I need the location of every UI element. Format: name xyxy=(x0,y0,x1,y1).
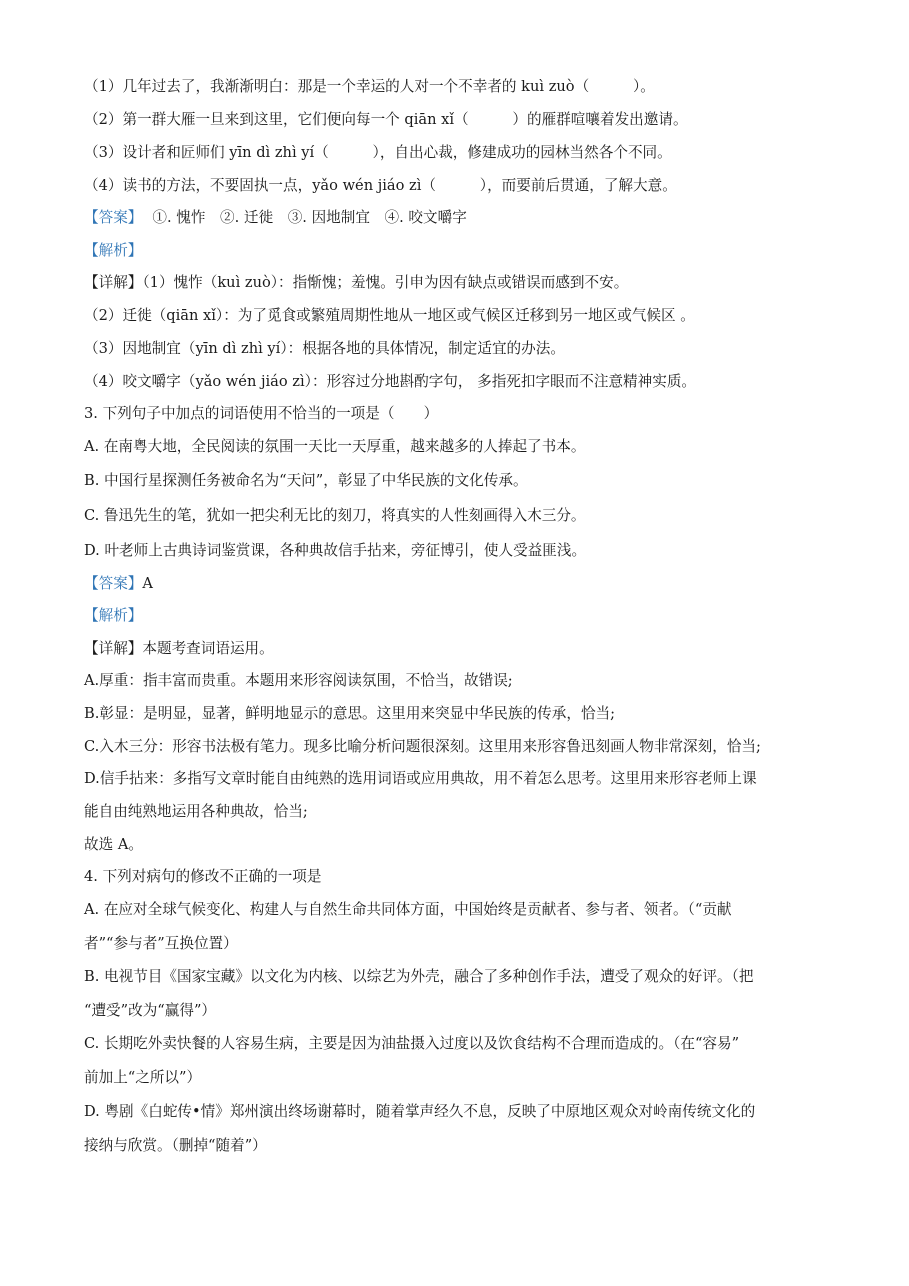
q2-detail-3: （3）因地制宜（yīn dì zhì yí）：根据各地的具体情况，制定适宜的办法。 xyxy=(84,340,565,357)
q4-line-3: B. 电视节目《国家宝藏》以文化为内核、以综艺为外壳，融合了多种创作手法，遭受了观众的好评。（把 xyxy=(84,968,754,985)
answer-text: ①. 愧怍 ②. 迁徙 ③. 因地制宜 ④. 咬文嚼字 xyxy=(152,209,467,226)
q2-detail-4: （4）咬文嚼字（yǎo wén jiáo zì）：形容过分地斟酌字句， 多指死扣字眼而不注意精神实质。 xyxy=(84,373,697,390)
q3-option-d: D. 叶老师上古典诗词鉴赏课，各种典故信手拈来，旁征博引，使人受益匪浅。 xyxy=(84,542,587,559)
q2-detail-1: 【详解】（1）愧怍（kuì zuò）：指惭愧；羞愧。引申为因有缺点或错误而感到不安。 xyxy=(84,274,629,291)
q3-detail-4: C.入木三分：形容书法极有笔力。现多比喻分析问题很深刻。这里用来形容鲁迅刻画人物非常深刻，恰当; xyxy=(84,738,761,755)
answer-tag: 【答案】 xyxy=(84,209,143,226)
answer-text: A xyxy=(142,575,153,592)
q3-detail-7: 故选 A。 xyxy=(84,836,143,853)
q3-detail-6: 能自由纯熟地运用各种典故，恰当; xyxy=(84,803,308,820)
q2-item-3: （3）设计者和匠师们 yīn dì zhì yí（ ），自出心裁，修建成功的园林当然各个不同。 xyxy=(84,144,672,161)
q3-detail-2: A.厚重：指丰富而贵重。本题用来形容阅读氛围，不恰当，故错误; xyxy=(84,672,513,689)
q3-question: 3. 下列句子中加点的词语使用不恰当的一项是（ ） xyxy=(84,405,439,422)
q4-question: 4. 下列对病句的修改不正确的一项是 xyxy=(84,868,322,885)
q3-option-b: B. 中国行星探测任务被命名为“天问”，彰显了中华民族的文化传承。 xyxy=(84,472,528,489)
q4-line-1: A. 在应对全球气候变化、构建人与自然生命共同体方面，中国始终是贡献者、参与者、领者。（“贡献 xyxy=(84,901,732,918)
q2-item-4: （4）读书的方法，不要固执一点，yǎo wén jiáo zì（ ），而要前后贯通，了解大意。 xyxy=(84,177,677,194)
q2-item-2: （2）第一群大雁一旦来到这里，它们便向每一个 qiān xǐ（ ）的雁群喧嚷着发出邀请。 xyxy=(84,111,688,128)
q3-detail-5: D.信手拈来：多指写文章时能自由纯熟的选用词语或应用典故，用不着怎么思考。这里用来形容老师上课 xyxy=(84,770,757,787)
q4-line-5: C. 长期吃外卖快餐的人容易生病，主要是因为油盐摄入过度以及饮食结构不合理而造成的。（在“容易” xyxy=(84,1035,740,1052)
q4-line-7: D. 粤剧《白蛇传•情》郑州演出终场谢幕时，随着掌声经久不息，反映了中原地区观众对岭南传统文化的 xyxy=(84,1103,756,1120)
analysis-tag: 【解析】 xyxy=(84,607,143,624)
analysis-tag: 【解析】 xyxy=(84,242,143,259)
q2-detail-2: （2）迁徙（qiān xǐ）：为了觅食或繁殖周期性地从一地区或气候区迁移到另一地区或气候区 。 xyxy=(84,307,695,324)
q3-option-c: C. 鲁迅先生的笔，犹如一把尖利无比的刻刀，将真实的人性刻画得入木三分。 xyxy=(84,507,586,524)
q4-line-6: 前加上“之所以”） xyxy=(84,1069,202,1086)
q3-detail-1: 【详解】本题考查词语运用。 xyxy=(84,640,274,657)
q4-line-8: 接纳与欣赏。（删掉“随着”） xyxy=(84,1137,267,1154)
q2-item-1: （1）几年过去了，我渐渐明白：那是一个幸运的人对一个不幸者的 kuì zuò（ ）。 xyxy=(84,78,655,95)
q3-answer-line xyxy=(84,573,844,595)
q2-answer-line xyxy=(84,207,844,229)
q4-line-4: “遭受”改为“赢得”） xyxy=(84,1002,216,1019)
q3-detail-3: B.彰显：是明显，显著，鲜明地显示的意思。这里用来突显中华民族的传承，恰当; xyxy=(84,705,616,722)
q3-option-a: A. 在南粤大地，全民阅读的氛围一天比一天厚重，越来越多的人捧起了书本。 xyxy=(84,438,586,455)
answer-tag: 【答案】 xyxy=(84,575,143,592)
q4-line-2: 者”“参与者”互换位置） xyxy=(84,935,238,952)
